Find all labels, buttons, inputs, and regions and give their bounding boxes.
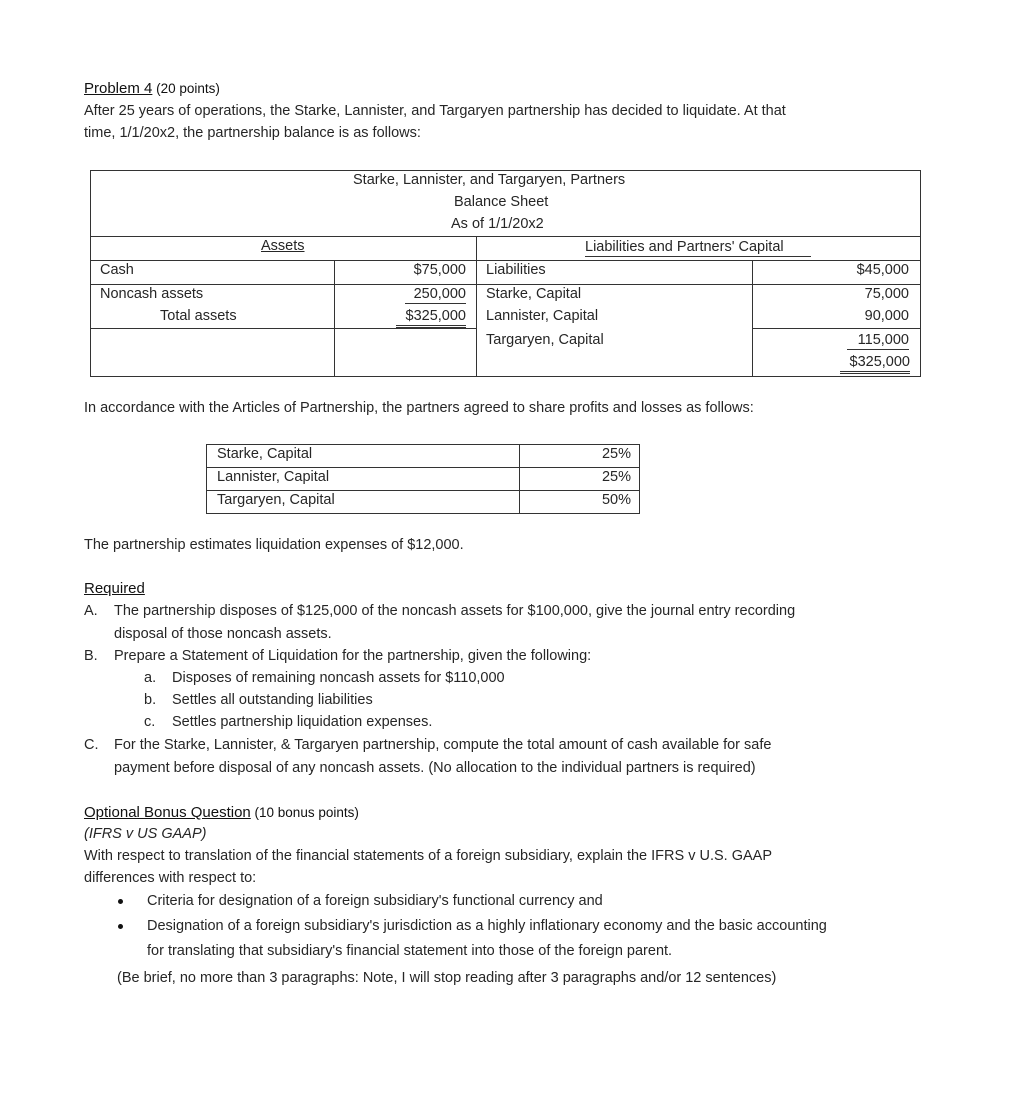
bullet-icon bbox=[118, 924, 123, 929]
req-a-line1: The partnership disposes of $125,000 of the noncash assets for $100,000, give the journal entry recording bbox=[114, 603, 796, 619]
sharing-partner: Lannister, Capital bbox=[217, 469, 330, 485]
problem-title: Problem 4 bbox=[84, 80, 153, 97]
bs-title-2: Balance Sheet bbox=[454, 194, 549, 210]
req-b-sub-text: Settles all outstanding liabilities bbox=[172, 692, 373, 708]
sharing-pct: 50% bbox=[601, 492, 631, 508]
col-divider bbox=[334, 260, 335, 377]
sharing-pct: 25% bbox=[601, 446, 631, 462]
liab-label-liabilities: Liabilities bbox=[486, 262, 546, 278]
req-b-sub-text: Disposes of remaining noncash assets for $110,000 bbox=[172, 670, 505, 686]
row-divider bbox=[90, 284, 921, 285]
required-heading: Required bbox=[84, 580, 145, 597]
bonus-line1: With respect to translation of the financial statements of a foreign subsidiary, explain the IFRS v U.S. GAAP bbox=[84, 848, 772, 864]
liab-value-total: $325,000 bbox=[840, 354, 910, 374]
sharing-partner: Targaryen, Capital bbox=[217, 492, 335, 508]
asset-label-total: Total assets bbox=[160, 308, 237, 324]
bonus-bullet2-line1: Designation of a foreign subsidiary's jurisdiction as a highly inflationary economy and the basic accounting bbox=[147, 918, 827, 934]
req-a-line2: disposal of those noncash assets. bbox=[114, 626, 332, 642]
asset-label-noncash: Noncash assets bbox=[100, 286, 204, 302]
problem-intro-line1: After 25 years of operations, the Starke, Lannister, and Targaryen partnership has decided to liquidate. At that bbox=[84, 103, 786, 119]
bs-title-1: Starke, Lannister, and Targaryen, Partners bbox=[353, 172, 626, 188]
asset-value-cash: $75,000 bbox=[413, 262, 466, 278]
req-c-line2: payment before disposal of any noncash assets. (No allocation to the individual partners is required) bbox=[114, 760, 756, 776]
bonus-points: (10 bonus points) bbox=[250, 805, 359, 820]
col-divider bbox=[519, 444, 520, 514]
row-divider bbox=[90, 328, 477, 329]
assets-header: Assets bbox=[261, 238, 305, 254]
req-b-marker: B. bbox=[84, 648, 98, 664]
problem-intro-line2: time, 1/1/20x2, the partnership balance is as follows: bbox=[84, 125, 421, 141]
sharing-partner: Starke, Capital bbox=[217, 446, 313, 462]
bonus-bullet1: Criteria for designation of a foreign subsidiary's functional currency and bbox=[147, 893, 603, 909]
row-divider bbox=[90, 260, 921, 261]
problem-heading bbox=[84, 80, 220, 97]
row-divider bbox=[206, 467, 640, 468]
sharing-intro: In accordance with the Articles of Partnership, the partners agreed to share profits and losses as follows: bbox=[84, 400, 754, 416]
problem-points: (20 points) bbox=[152, 81, 220, 96]
liquidation-expenses: The partnership estimates liquidation expenses of $12,000. bbox=[84, 537, 464, 553]
liab-value-liabilities: $45,000 bbox=[856, 262, 909, 278]
row-divider bbox=[206, 490, 640, 491]
bonus-subtitle: (IFRS v US GAAP) bbox=[84, 826, 207, 842]
req-c-marker: C. bbox=[84, 737, 99, 753]
row-divider bbox=[90, 236, 921, 237]
req-b-line1: Prepare a Statement of Liquidation for the partnership, given the following: bbox=[114, 648, 592, 664]
liab-label-starke: Starke, Capital bbox=[486, 286, 582, 302]
asset-value-noncash: 250,000 bbox=[405, 286, 466, 304]
req-b-sub-marker: a. bbox=[144, 670, 157, 686]
bs-title-3: As of 1/1/20x2 bbox=[451, 216, 544, 232]
sharing-pct: 25% bbox=[601, 469, 631, 485]
liab-label-lannister: Lannister, Capital bbox=[486, 308, 599, 324]
liab-label-targaryen: Targaryen, Capital bbox=[486, 332, 604, 348]
col-divider bbox=[752, 260, 753, 377]
req-b-sub-marker: b. bbox=[144, 692, 157, 708]
liab-value-starke: 75,000 bbox=[864, 286, 909, 302]
req-b-sub-marker: c. bbox=[144, 714, 156, 730]
bonus-heading bbox=[84, 804, 359, 821]
req-a-marker: A. bbox=[84, 603, 98, 619]
row-divider bbox=[752, 328, 921, 329]
bonus-bullet2-line2: for translating that subsidiary's financial statement into those of the foreign parent. bbox=[147, 943, 673, 959]
bonus-line2: differences with respect to: bbox=[84, 870, 257, 886]
bonus-title: Optional Bonus Question bbox=[84, 804, 251, 821]
col-divider bbox=[476, 236, 477, 377]
bonus-note: (Be brief, no more than 3 paragraphs: Note, I will stop reading after 3 paragraphs and/or 12 sentences) bbox=[117, 970, 777, 986]
req-c-line1: For the Starke, Lannister, & Targaryen partnership, compute the total amount of cash available for safe bbox=[114, 737, 772, 753]
asset-label-cash: Cash bbox=[100, 262, 134, 278]
req-b-sub-text: Settles partnership liquidation expenses. bbox=[172, 714, 433, 730]
bullet-icon bbox=[118, 899, 123, 904]
liab-value-targaryen: 115,000 bbox=[847, 332, 909, 350]
liab-value-lannister: 90,000 bbox=[864, 308, 909, 324]
asset-value-total: $325,000 bbox=[396, 308, 466, 328]
liabilities-header: Liabilities and Partners' Capital bbox=[585, 238, 811, 257]
